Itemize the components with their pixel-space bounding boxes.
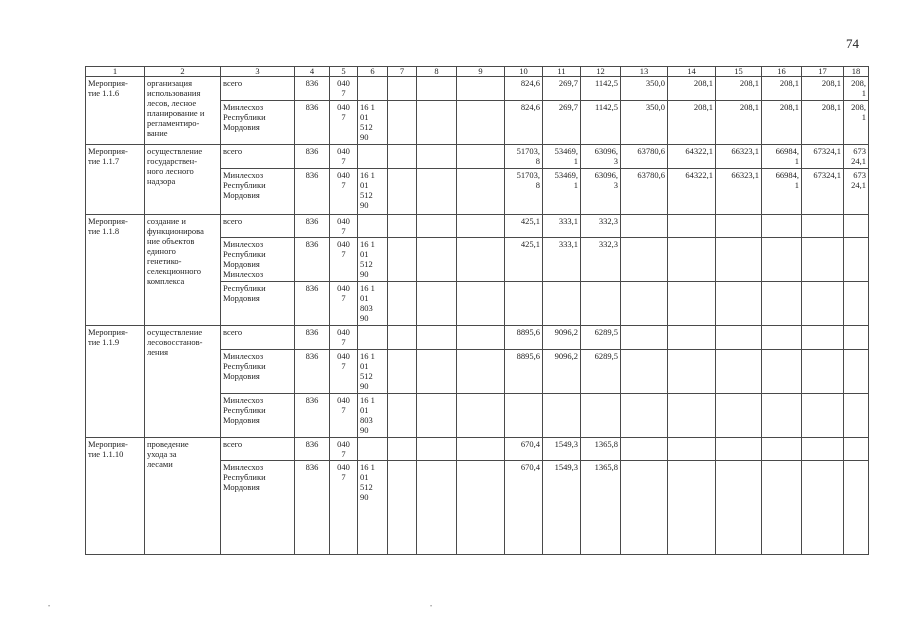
cell-gov-code: 836 bbox=[295, 145, 330, 169]
cell-year-2017 bbox=[621, 215, 668, 238]
cell-target-article: 16 1 01 512 90 bbox=[358, 350, 388, 394]
cell-col-8 bbox=[417, 461, 457, 555]
cell-target-article bbox=[358, 145, 388, 169]
cell-expense-type bbox=[388, 169, 417, 215]
cell-expense-type bbox=[388, 215, 417, 238]
cell-target-article: 16 1 01 512 90 bbox=[358, 169, 388, 215]
cell-year-2015: 53469, 1 bbox=[543, 145, 581, 169]
cell-executor: всего bbox=[221, 215, 295, 238]
header-cell: 13 bbox=[621, 67, 668, 77]
cell-year-2014: 670,4 bbox=[505, 438, 543, 461]
cell-col-9 bbox=[457, 77, 505, 101]
cell-section-code: 040 7 bbox=[330, 394, 358, 438]
header-cell: 18 bbox=[844, 67, 869, 77]
header-cell: 8 bbox=[417, 67, 457, 77]
cell-year-2015: 9096,2 bbox=[543, 350, 581, 394]
header-cell: 3 bbox=[221, 67, 295, 77]
cell-col-9 bbox=[457, 101, 505, 145]
cell-target-article bbox=[358, 438, 388, 461]
cell-year-2015: 1549,3 bbox=[543, 461, 581, 555]
cell-col-8 bbox=[417, 77, 457, 101]
cell-measure-id: Мероприя- тие 1.1.9 bbox=[86, 326, 145, 438]
cell-measure-description: осуществление лесовосстанов- ления bbox=[145, 326, 221, 438]
cell-year-2014: 51703, 8 bbox=[505, 145, 543, 169]
cell-expense-type bbox=[388, 77, 417, 101]
cell-year-2019: 208,1 bbox=[716, 101, 762, 145]
cell-col-8 bbox=[417, 169, 457, 215]
cell-gov-code: 836 bbox=[295, 394, 330, 438]
cell-target-article bbox=[358, 326, 388, 350]
cell-year-2016: 63096, 3 bbox=[581, 145, 621, 169]
cell-expense-type bbox=[388, 101, 417, 145]
table-row bbox=[86, 438, 869, 461]
cell-year-2017: 350,0 bbox=[621, 77, 668, 101]
header-cell: 1 bbox=[86, 67, 145, 77]
scan-speck: • bbox=[48, 604, 51, 610]
cell-section-code: 040 7 bbox=[330, 326, 358, 350]
cell-year-2014: 8895,6 bbox=[505, 350, 543, 394]
cell-year-2015: 1549,3 bbox=[543, 438, 581, 461]
cell-expense-type bbox=[388, 282, 417, 326]
cell-year-2018 bbox=[668, 326, 716, 350]
cell-col-9 bbox=[457, 394, 505, 438]
cell-year-2020: 66984, 1 bbox=[762, 169, 802, 215]
cell-year-2021 bbox=[802, 326, 844, 350]
table-row bbox=[86, 145, 869, 169]
header-cell: 10 bbox=[505, 67, 543, 77]
cell-year-2017: 63780,6 bbox=[621, 169, 668, 215]
cell-year-2017 bbox=[621, 394, 668, 438]
cell-year-2022 bbox=[844, 350, 869, 394]
cell-year-2014 bbox=[505, 282, 543, 326]
cell-year-2014: 8895,6 bbox=[505, 326, 543, 350]
cell-section-code: 040 7 bbox=[330, 438, 358, 461]
cell-col-9 bbox=[457, 350, 505, 394]
header-cell: 11 bbox=[543, 67, 581, 77]
cell-year-2017 bbox=[621, 461, 668, 555]
cell-section-code: 040 7 bbox=[330, 101, 358, 145]
cell-target-article: 16 1 01 803 90 bbox=[358, 394, 388, 438]
cell-year-2019: 66323,1 bbox=[716, 145, 762, 169]
cell-gov-code: 836 bbox=[295, 169, 330, 215]
scan-speck: • bbox=[430, 604, 433, 610]
cell-target-article bbox=[358, 77, 388, 101]
cell-year-2016: 1365,8 bbox=[581, 438, 621, 461]
table-row bbox=[86, 77, 869, 101]
cell-year-2018: 64322,1 bbox=[668, 145, 716, 169]
cell-year-2016: 1365,8 bbox=[581, 461, 621, 555]
cell-year-2015: 333,1 bbox=[543, 238, 581, 282]
cell-measure-id: Мероприя- тие 1.1.10 bbox=[86, 438, 145, 555]
cell-year-2020 bbox=[762, 438, 802, 461]
cell-year-2020 bbox=[762, 215, 802, 238]
cell-year-2015 bbox=[543, 394, 581, 438]
cell-col-8 bbox=[417, 101, 457, 145]
cell-year-2015 bbox=[543, 282, 581, 326]
cell-col-9 bbox=[457, 282, 505, 326]
cell-measure-id: Мероприя- тие 1.1.8 bbox=[86, 215, 145, 326]
cell-year-2019 bbox=[716, 326, 762, 350]
cell-section-code: 040 7 bbox=[330, 350, 358, 394]
cell-section-code: 040 7 bbox=[330, 215, 358, 238]
cell-gov-code: 836 bbox=[295, 461, 330, 555]
cell-col-9 bbox=[457, 461, 505, 555]
cell-year-2014: 51703, 8 bbox=[505, 169, 543, 215]
cell-section-code: 040 7 bbox=[330, 145, 358, 169]
cell-expense-type bbox=[388, 461, 417, 555]
cell-year-2020 bbox=[762, 282, 802, 326]
cell-year-2018 bbox=[668, 282, 716, 326]
cell-year-2016: 332,3 bbox=[581, 215, 621, 238]
cell-year-2021 bbox=[802, 438, 844, 461]
header-cell: 15 bbox=[716, 67, 762, 77]
cell-col-8 bbox=[417, 215, 457, 238]
cell-gov-code: 836 bbox=[295, 77, 330, 101]
cell-year-2022 bbox=[844, 326, 869, 350]
cell-year-2021 bbox=[802, 394, 844, 438]
cell-year-2018 bbox=[668, 238, 716, 282]
cell-executor: Минлесхоз Республики Мордовия bbox=[221, 101, 295, 145]
cell-year-2017: 350,0 bbox=[621, 101, 668, 145]
cell-section-code: 040 7 bbox=[330, 169, 358, 215]
cell-year-2020 bbox=[762, 350, 802, 394]
cell-year-2016 bbox=[581, 282, 621, 326]
cell-year-2020 bbox=[762, 238, 802, 282]
cell-year-2014: 425,1 bbox=[505, 238, 543, 282]
cell-col-8 bbox=[417, 438, 457, 461]
cell-year-2016: 63096, 3 bbox=[581, 169, 621, 215]
cell-expense-type bbox=[388, 394, 417, 438]
cell-year-2017 bbox=[621, 438, 668, 461]
cell-year-2019: 66323,1 bbox=[716, 169, 762, 215]
budget-table bbox=[85, 66, 869, 555]
cell-col-9 bbox=[457, 438, 505, 461]
cell-gov-code: 836 bbox=[295, 215, 330, 238]
cell-col-9 bbox=[457, 215, 505, 238]
cell-year-2014: 425,1 bbox=[505, 215, 543, 238]
cell-col-9 bbox=[457, 326, 505, 350]
cell-executor: Республики Мордовия bbox=[221, 282, 295, 326]
cell-year-2021 bbox=[802, 350, 844, 394]
cell-year-2019 bbox=[716, 438, 762, 461]
cell-year-2021 bbox=[802, 461, 844, 555]
cell-year-2022 bbox=[844, 282, 869, 326]
table-row bbox=[86, 215, 869, 238]
cell-year-2017: 63780,6 bbox=[621, 145, 668, 169]
cell-col-8 bbox=[417, 394, 457, 438]
cell-year-2020 bbox=[762, 461, 802, 555]
cell-year-2022: 673 24,1 bbox=[844, 169, 869, 215]
header-cell: 6 bbox=[358, 67, 388, 77]
cell-year-2014: 824,6 bbox=[505, 77, 543, 101]
cell-year-2016 bbox=[581, 394, 621, 438]
cell-col-8 bbox=[417, 282, 457, 326]
cell-col-9 bbox=[457, 169, 505, 215]
cell-year-2014: 824,6 bbox=[505, 101, 543, 145]
cell-target-article: 16 1 01 512 90 bbox=[358, 101, 388, 145]
cell-year-2022 bbox=[844, 394, 869, 438]
cell-year-2018 bbox=[668, 350, 716, 394]
cell-year-2014: 670,4 bbox=[505, 461, 543, 555]
cell-section-code: 040 7 bbox=[330, 282, 358, 326]
cell-year-2019 bbox=[716, 215, 762, 238]
cell-year-2018 bbox=[668, 215, 716, 238]
cell-col-8 bbox=[417, 350, 457, 394]
cell-target-article: 16 1 01 803 90 bbox=[358, 282, 388, 326]
cell-measure-description: создание и функционирова ние объектов единого генетико- селекционного комплекса bbox=[145, 215, 221, 326]
cell-executor: Минлесхоз Республики Мордовия bbox=[221, 394, 295, 438]
cell-measure-id: Мероприя- тие 1.1.6 bbox=[86, 77, 145, 145]
header-cell: 9 bbox=[457, 67, 505, 77]
cell-year-2022: 208, 1 bbox=[844, 77, 869, 101]
cell-year-2021: 67324,1 bbox=[802, 145, 844, 169]
header-cell: 14 bbox=[668, 67, 716, 77]
cell-year-2021: 208,1 bbox=[802, 101, 844, 145]
header-cell: 4 bbox=[295, 67, 330, 77]
header-cell: 17 bbox=[802, 67, 844, 77]
cell-year-2016: 1142,5 bbox=[581, 101, 621, 145]
cell-gov-code: 836 bbox=[295, 282, 330, 326]
page-number: 74 bbox=[846, 36, 859, 51]
cell-year-2019: 208,1 bbox=[716, 77, 762, 101]
cell-year-2022 bbox=[844, 438, 869, 461]
cell-year-2018 bbox=[668, 461, 716, 555]
cell-gov-code: 836 bbox=[295, 326, 330, 350]
cell-year-2020: 66984, 1 bbox=[762, 145, 802, 169]
cell-expense-type bbox=[388, 238, 417, 282]
cell-executor: Минлесхоз Республики Мордовия bbox=[221, 350, 295, 394]
cell-executor: всего bbox=[221, 326, 295, 350]
cell-gov-code: 836 bbox=[295, 101, 330, 145]
cell-executor: всего bbox=[221, 438, 295, 461]
cell-measure-description: организация использования лесов, лесное планирование и регламентиро- вание bbox=[145, 77, 221, 145]
cell-year-2021 bbox=[802, 238, 844, 282]
cell-year-2022: 208, 1 bbox=[844, 101, 869, 145]
cell-year-2015: 9096,2 bbox=[543, 326, 581, 350]
cell-year-2017 bbox=[621, 282, 668, 326]
cell-year-2022 bbox=[844, 215, 869, 238]
cell-gov-code: 836 bbox=[295, 438, 330, 461]
cell-year-2021: 67324,1 bbox=[802, 169, 844, 215]
header-cell: 12 bbox=[581, 67, 621, 77]
cell-year-2020 bbox=[762, 394, 802, 438]
cell-expense-type bbox=[388, 438, 417, 461]
column-number-header bbox=[86, 67, 869, 77]
cell-executor: Минлесхоз Республики Мордовия bbox=[221, 169, 295, 215]
cell-col-8 bbox=[417, 326, 457, 350]
cell-year-2022 bbox=[844, 238, 869, 282]
cell-year-2020: 208,1 bbox=[762, 101, 802, 145]
cell-year-2019 bbox=[716, 238, 762, 282]
cell-year-2017 bbox=[621, 350, 668, 394]
cell-measure-description: проведение ухода за лесами bbox=[145, 438, 221, 555]
cell-year-2018: 208,1 bbox=[668, 101, 716, 145]
cell-year-2018: 208,1 bbox=[668, 77, 716, 101]
cell-year-2022: 673 24,1 bbox=[844, 145, 869, 169]
cell-year-2019 bbox=[716, 350, 762, 394]
cell-year-2020 bbox=[762, 326, 802, 350]
cell-gov-code: 836 bbox=[295, 350, 330, 394]
cell-executor: всего bbox=[221, 145, 295, 169]
cell-measure-id: Мероприя- тие 1.1.7 bbox=[86, 145, 145, 215]
cell-col-9 bbox=[457, 238, 505, 282]
cell-year-2017 bbox=[621, 238, 668, 282]
cell-executor: Минлесхоз Республики Мордовия bbox=[221, 461, 295, 555]
cell-col-8 bbox=[417, 145, 457, 169]
cell-year-2020: 208,1 bbox=[762, 77, 802, 101]
cell-year-2018 bbox=[668, 394, 716, 438]
cell-year-2015: 53469, 1 bbox=[543, 169, 581, 215]
cell-expense-type bbox=[388, 350, 417, 394]
cell-year-2018: 64322,1 bbox=[668, 169, 716, 215]
cell-year-2016: 6289,5 bbox=[581, 350, 621, 394]
cell-section-code: 040 7 bbox=[330, 461, 358, 555]
cell-target-article bbox=[358, 215, 388, 238]
cell-year-2016: 332,3 bbox=[581, 238, 621, 282]
cell-executor: всего bbox=[221, 77, 295, 101]
cell-expense-type bbox=[388, 145, 417, 169]
cell-col-9 bbox=[457, 145, 505, 169]
header-cell: 7 bbox=[388, 67, 417, 77]
cell-section-code: 040 7 bbox=[330, 77, 358, 101]
cell-year-2014 bbox=[505, 394, 543, 438]
cell-year-2022 bbox=[844, 461, 869, 555]
cell-year-2017 bbox=[621, 326, 668, 350]
cell-col-8 bbox=[417, 238, 457, 282]
cell-year-2016: 1142,5 bbox=[581, 77, 621, 101]
cell-year-2019 bbox=[716, 282, 762, 326]
cell-expense-type bbox=[388, 326, 417, 350]
cell-target-article: 16 1 01 512 90 bbox=[358, 461, 388, 555]
header-cell: 2 bbox=[145, 67, 221, 77]
cell-year-2015: 269,7 bbox=[543, 101, 581, 145]
cell-year-2015: 333,1 bbox=[543, 215, 581, 238]
header-cell: 5 bbox=[330, 67, 358, 77]
cell-year-2021: 208,1 bbox=[802, 77, 844, 101]
cell-year-2021 bbox=[802, 215, 844, 238]
cell-gov-code: 836 bbox=[295, 238, 330, 282]
cell-year-2021 bbox=[802, 282, 844, 326]
cell-year-2019 bbox=[716, 461, 762, 555]
cell-measure-description: осуществление государствен- ного лесного надзора bbox=[145, 145, 221, 215]
cell-year-2015: 269,7 bbox=[543, 77, 581, 101]
header-cell: 16 bbox=[762, 67, 802, 77]
cell-year-2018 bbox=[668, 438, 716, 461]
table-row bbox=[86, 326, 869, 350]
cell-executor: Минлесхоз Республики Мордовия Минлесхоз bbox=[221, 238, 295, 282]
cell-year-2019 bbox=[716, 394, 762, 438]
cell-target-article: 16 1 01 512 90 bbox=[358, 238, 388, 282]
cell-year-2016: 6289,5 bbox=[581, 326, 621, 350]
cell-section-code: 040 7 bbox=[330, 238, 358, 282]
